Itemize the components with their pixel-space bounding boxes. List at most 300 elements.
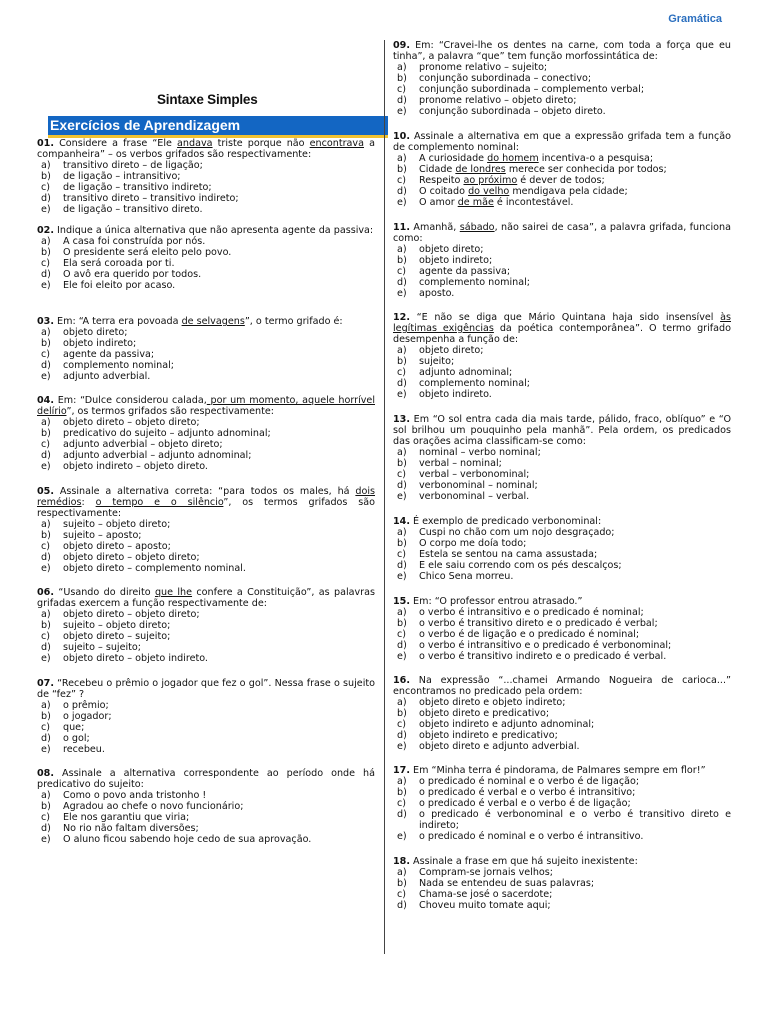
options-list [393, 776, 731, 842]
option-letter: d) [41, 733, 51, 744]
option-letter: b) [41, 171, 51, 182]
option-b [393, 708, 731, 719]
option-e [37, 563, 375, 574]
option-b [37, 171, 375, 182]
option-text: pronome relativo – sujeito; [419, 62, 548, 73]
option-text: o predicado é nominal e o verbo é intransitivo. [419, 831, 644, 842]
option-text: aposto. [419, 288, 455, 299]
option-e [393, 197, 731, 208]
option-d [37, 733, 375, 744]
option-text: o verbo é de ligação e o predicado é nominal; [419, 629, 640, 640]
option-letter: d) [397, 730, 407, 741]
option-letter: d) [41, 360, 51, 371]
option-text: O coitado do velho mendigava pela cidade; [419, 186, 628, 197]
option-text: objeto direto – objeto direto; [63, 609, 200, 620]
option-text: A casa foi construída por nós. [63, 236, 206, 247]
option-text: complemento nominal; [419, 277, 530, 288]
option-text: verbal – nominal; [419, 458, 502, 469]
subject-tag: Gramática [668, 13, 722, 25]
options-list [37, 236, 375, 291]
option-letter: a) [41, 160, 51, 171]
option-letter: d) [41, 552, 51, 563]
question-stem: 02. Indique a única alternativa que não apresenta agente da passiva: [37, 225, 374, 236]
question-04 [37, 395, 375, 472]
option-letter: d) [397, 480, 407, 491]
section-header: Exercícios de Aprendizagem [48, 116, 388, 138]
option-d [393, 560, 731, 571]
option-e [393, 491, 731, 502]
option-letter: c) [397, 469, 407, 480]
option-letter: d) [397, 277, 407, 288]
options-list [37, 609, 375, 664]
option-text: objeto direto; [419, 345, 484, 356]
option-text: adjunto adverbial – adjunto adnominal; [63, 450, 252, 461]
option-text: objeto indireto. [419, 389, 492, 400]
option-text: o predicado é verbonominal e o verbo é transitivo direto e indireto; [419, 809, 731, 831]
option-letter: a) [397, 244, 407, 255]
option-text: de ligação – intransitivo; [63, 171, 181, 182]
option-letter: b) [41, 801, 51, 812]
option-letter: a) [41, 609, 51, 620]
option-text: o predicado é verbal e o verbo é de ligação; [419, 798, 631, 809]
question-02 [37, 225, 375, 291]
option-letter: a) [41, 236, 51, 247]
question-number: 10. [393, 131, 410, 142]
option-c [393, 889, 731, 900]
option-c [393, 266, 731, 277]
option-text: objeto direto; [63, 327, 128, 338]
options-list [37, 790, 375, 845]
option-text: Ele nos garantiu que viria; [63, 812, 190, 823]
option-b [37, 338, 375, 349]
option-text: o jogador; [63, 711, 112, 722]
option-letter: a) [397, 776, 407, 787]
question-number: 05. [37, 486, 54, 497]
option-letter: b) [41, 620, 51, 631]
option-text: transitivo direto – de ligação; [63, 160, 203, 171]
option-text: recebeu. [63, 744, 105, 755]
option-a [37, 790, 375, 801]
options-list [393, 447, 731, 502]
options-list [393, 153, 731, 208]
question-stem: 18. Assinale a frase em que há sujeito inexistente: [393, 856, 638, 867]
option-letter: d) [397, 900, 407, 911]
question-number: 01. [37, 138, 54, 149]
option-c [37, 722, 375, 733]
option-e [37, 744, 375, 755]
option-e [393, 651, 731, 662]
question-number: 11. [393, 222, 410, 233]
option-d [393, 186, 731, 197]
option-text: E ele saiu correndo com os pés descalços; [419, 560, 622, 571]
option-text: Estela se sentou na cama assustada; [419, 549, 598, 560]
option-text: O corpo me doía todo; [419, 538, 527, 549]
question-16 [393, 675, 731, 752]
question-stem: 05. Assinale a alternativa correta: “para todos os males, há dois remédios: o tempo e o silêncio”, os termos grifados são respectivamente: [37, 486, 376, 519]
option-c [37, 631, 375, 642]
option-text: Nada se entendeu de suas palavras; [419, 878, 595, 889]
option-letter: a) [397, 867, 407, 878]
options-list [37, 327, 375, 382]
question-stem: 03. Em: “A terra era povoada de selvagens”, o termo grifado é: [37, 316, 343, 327]
option-c [37, 182, 375, 193]
option-letter: a) [397, 607, 407, 618]
option-d [393, 730, 731, 741]
option-letter: c) [397, 367, 407, 378]
option-letter: a) [397, 62, 407, 73]
option-letter: a) [397, 153, 407, 164]
option-a [393, 697, 731, 708]
option-letter: c) [41, 349, 51, 360]
option-text: nominal – verbo nominal; [419, 447, 541, 458]
page-title: Sintaxe Simples [157, 92, 258, 107]
option-text: Ele foi eleito por acaso. [63, 280, 176, 291]
option-letter: c) [397, 175, 407, 186]
option-b [393, 878, 731, 889]
option-b [393, 73, 731, 84]
question-09 [393, 40, 731, 117]
option-text: verbal – verbonominal; [419, 469, 530, 480]
option-text: agente da passiva; [419, 266, 511, 277]
option-letter: d) [41, 450, 51, 461]
options-list [393, 345, 731, 400]
option-a [393, 607, 731, 618]
option-letter: b) [397, 73, 407, 84]
option-text: objeto direto – sujeito; [63, 631, 171, 642]
option-c [37, 812, 375, 823]
option-text: Choveu muito tomate aqui; [419, 900, 551, 911]
option-text: objeto direto – objeto direto; [63, 417, 200, 428]
option-text: verbonominal – verbal. [419, 491, 530, 502]
option-letter: d) [397, 186, 407, 197]
option-e [393, 741, 731, 752]
option-e [37, 371, 375, 382]
question-14 [393, 516, 731, 582]
option-letter: e) [397, 741, 407, 752]
option-b [37, 530, 375, 541]
question-03 [37, 316, 375, 382]
option-d [393, 277, 731, 288]
option-text: o verbo é intransitivo e o predicado é verbonominal; [419, 640, 672, 651]
option-d [37, 823, 375, 834]
question-number: 14. [393, 516, 410, 527]
question-stem: 06. “Usando do direito que lhe confere a Constituição”, as palavras grifadas exercem a função respectivamente de: [37, 587, 375, 609]
question-number: 18. [393, 856, 410, 867]
question-stem: 15. Em: “O professor entrou atrasado.” [393, 596, 583, 607]
question-number: 13. [393, 414, 410, 425]
option-text: agente da passiva; [63, 349, 155, 360]
option-letter: b) [41, 530, 51, 541]
option-e [393, 288, 731, 299]
option-c [37, 349, 375, 360]
option-text: conjunção subordinada – complemento verbal; [419, 84, 645, 95]
option-e [393, 571, 731, 582]
option-e [393, 831, 731, 842]
option-a [37, 236, 375, 247]
option-text: O avô era querido por todos. [63, 269, 202, 280]
option-b [393, 787, 731, 798]
question-stem: 16. Na expressão “...chamei Armando Nogueira de carioca...” encontramos no predicado pela ordem: [393, 675, 731, 697]
options-list [393, 697, 731, 752]
question-number: 08. [37, 768, 54, 779]
option-letter: c) [41, 182, 51, 193]
option-d [393, 378, 731, 389]
option-d [37, 450, 375, 461]
option-text: objeto indireto; [63, 338, 137, 349]
option-text: Chama-se josé o sacerdote; [419, 889, 553, 900]
option-c [37, 541, 375, 552]
option-letter: b) [397, 618, 407, 629]
option-c [393, 175, 731, 186]
option-letter: d) [41, 193, 51, 204]
option-letter: e) [41, 744, 51, 755]
option-a [393, 345, 731, 356]
question-number: 06. [37, 587, 54, 598]
option-text: Chico Sena morreu. [419, 571, 514, 582]
option-letter: d) [397, 378, 407, 389]
option-text: o gol; [63, 733, 90, 744]
option-letter: d) [41, 642, 51, 653]
option-text: objeto direto – objeto direto; [63, 552, 200, 563]
option-text: sujeito – objeto direto; [63, 620, 171, 631]
option-c [37, 258, 375, 269]
option-letter: e) [41, 461, 51, 472]
option-letter: b) [397, 356, 407, 367]
option-text: sujeito; [419, 356, 455, 367]
question-06 [37, 587, 375, 664]
options-list [393, 244, 731, 299]
option-letter: b) [41, 428, 51, 439]
option-d [393, 95, 731, 106]
option-text: verbonominal – nominal; [419, 480, 538, 491]
question-number: 12. [393, 312, 410, 323]
question-15 [393, 596, 731, 662]
option-letter: e) [397, 651, 407, 662]
option-text: objeto indireto e predicativo; [419, 730, 558, 741]
option-a [37, 417, 375, 428]
option-b [393, 458, 731, 469]
option-text: No rio não faltam diversões; [63, 823, 199, 834]
option-text: o verbo é transitivo direto e o predicado é verbal; [419, 618, 658, 629]
question-10 [393, 131, 731, 208]
option-text: complemento nominal; [63, 360, 174, 371]
question-stem: 13. Em “O sol entra cada dia mais tarde, pálido, fraco, oblíquo” e “O sol brilhou um pouquinho pela manhã”. Pela ordem, os predicados das orações acima classificam-se como: [393, 414, 731, 447]
option-b [37, 620, 375, 631]
option-b [37, 801, 375, 812]
option-a [37, 519, 375, 530]
option-text: conjunção subordinada – objeto direto. [419, 106, 606, 117]
options-list [37, 417, 375, 472]
option-text: adjunto adverbial – objeto direto; [63, 439, 223, 450]
option-letter: b) [397, 787, 407, 798]
option-c [393, 84, 731, 95]
option-text: objeto indireto e adjunto adnominal; [419, 719, 595, 730]
option-letter: d) [41, 823, 51, 834]
option-a [37, 327, 375, 338]
option-letter: a) [397, 345, 407, 356]
option-d [393, 480, 731, 491]
option-text: complemento nominal; [419, 378, 530, 389]
question-stem: 09. Em: “Cravei-lhe os dentes na carne, com toda a força que eu tinha”, a palavra “que” tem função morfossintática de: [393, 40, 731, 62]
option-letter: d) [397, 560, 407, 571]
option-letter: a) [41, 417, 51, 428]
option-letter: e) [397, 571, 407, 582]
question-stem: 11. Amanhã, sábado, não sairei de casa”, a palavra grifada, funciona como: [393, 222, 731, 244]
option-c [393, 798, 731, 809]
option-letter: c) [41, 439, 51, 450]
option-text: objeto direto e predicativo; [419, 708, 550, 719]
option-text: Ela será coroada por ti. [63, 258, 175, 269]
option-text: sujeito – objeto direto; [63, 519, 171, 530]
option-text: objeto direto – objeto indireto. [63, 653, 208, 664]
option-letter: b) [41, 711, 51, 722]
question-stem: 08. Assinale a alternativa correspondente ao período onde há predicativo do sujeito: [37, 768, 375, 790]
option-letter: c) [397, 798, 407, 809]
option-letter: e) [397, 197, 407, 208]
option-b [393, 618, 731, 629]
option-text: que; [63, 722, 85, 733]
option-a [37, 160, 375, 171]
option-letter: c) [41, 258, 51, 269]
option-b [393, 538, 731, 549]
option-letter: c) [397, 84, 407, 95]
question-17 [393, 765, 731, 842]
option-letter: c) [397, 719, 407, 730]
option-d [37, 642, 375, 653]
option-letter: d) [397, 95, 407, 106]
option-letter: d) [41, 269, 51, 280]
question-stem: 04. Em: “Dulce considerou calada, por um momento, aquele horrível delírio”, os termos grifados são respectivamente: [37, 395, 375, 417]
option-d [37, 360, 375, 371]
question-number: 07. [37, 678, 54, 689]
options-list [37, 519, 375, 574]
option-text: o predicado é nominal e o verbo é de ligação; [419, 776, 640, 787]
question-number: 17. [393, 765, 410, 776]
option-letter: c) [397, 549, 407, 560]
option-letter: a) [41, 327, 51, 338]
option-e [393, 106, 731, 117]
question-12 [393, 312, 731, 400]
option-text: sujeito – sujeito; [63, 642, 142, 653]
option-letter: a) [397, 527, 407, 538]
question-13 [393, 414, 731, 502]
option-letter: b) [41, 247, 51, 258]
question-18 [393, 856, 731, 911]
option-c [37, 439, 375, 450]
option-text: o predicado é verbal e o verbo é intransitivo; [419, 787, 636, 798]
option-letter: c) [41, 541, 51, 552]
option-letter: d) [397, 640, 407, 651]
question-stem: 01. Considere a frase “Ele andava triste porque não encontrava a companheira” – os verbos grifados são respectivamente: [37, 138, 375, 160]
option-text: Cidade de londres merece ser conhecida por todos; [419, 164, 667, 175]
option-letter: b) [397, 538, 407, 549]
option-b [37, 247, 375, 258]
option-letter: a) [41, 519, 51, 530]
option-letter: e) [41, 204, 51, 215]
question-number: 09. [393, 40, 410, 51]
option-text: de ligação – transitivo indireto; [63, 182, 212, 193]
option-text: A curiosidade do homem incentiva-o a pesquisa; [419, 153, 654, 164]
option-text: Agradou ao chefe o novo funcionário; [63, 801, 244, 812]
option-a [393, 527, 731, 538]
option-d [37, 193, 375, 204]
option-text: O aluno ficou sabendo hoje cedo de sua aprovação. [63, 834, 312, 845]
option-text: pronome relativo – objeto direto; [419, 95, 577, 106]
option-letter: c) [41, 722, 51, 733]
question-stem: 17. Em “Minha terra é pindorama, de Palmares sempre em flor!” [393, 765, 706, 776]
option-text: objeto direto; [419, 244, 484, 255]
option-letter: b) [41, 338, 51, 349]
option-a [393, 447, 731, 458]
option-letter: e) [41, 280, 51, 291]
option-a [37, 700, 375, 711]
question-stem: 12. “E não se diga que Mário Quintana haja sido insensível às legítimas exigências da poética contemporânea”. O termo grifado desempenha a função de: [393, 312, 731, 345]
option-letter: c) [397, 266, 407, 277]
option-text: de ligação – transitivo direto. [63, 204, 203, 215]
option-letter: e) [397, 389, 407, 400]
option-text: conjunção subordinada – conectivo; [419, 73, 592, 84]
option-b [37, 428, 375, 439]
option-c [393, 629, 731, 640]
option-text: adjunto adverbial. [63, 371, 151, 382]
option-text: o verbo é intransitivo e o predicado é nominal; [419, 607, 644, 618]
option-letter: b) [397, 878, 407, 889]
option-d [393, 640, 731, 651]
option-b [393, 164, 731, 175]
question-05 [37, 486, 375, 574]
question-number: 02. [37, 225, 54, 236]
option-e [37, 204, 375, 215]
option-letter: e) [41, 653, 51, 664]
option-letter: a) [397, 447, 407, 458]
option-text: objeto direto e adjunto adverbial. [419, 741, 580, 752]
question-01 [37, 138, 375, 215]
option-letter: c) [397, 629, 407, 640]
question-number: 15. [393, 596, 410, 607]
option-d [37, 269, 375, 280]
options-list [37, 160, 375, 215]
option-text: objeto direto – complemento nominal. [63, 563, 246, 574]
option-a [393, 244, 731, 255]
question-08 [37, 768, 375, 845]
option-e [393, 389, 731, 400]
option-letter: b) [397, 255, 407, 266]
options-list [393, 867, 731, 911]
option-text: objeto direto e objeto indireto; [419, 697, 566, 708]
question-stem: 10. Assinale a alternativa em que a expressão grifada tem a função de complemento nominal: [393, 131, 731, 153]
option-text: O amor de mãe é incontestável. [419, 197, 574, 208]
option-letter: a) [397, 697, 407, 708]
option-e [37, 653, 375, 664]
question-number: 03. [37, 316, 54, 327]
option-e [37, 461, 375, 472]
option-text: O presidente será eleito pelo povo. [63, 247, 232, 258]
option-c [393, 549, 731, 560]
option-letter: d) [397, 809, 407, 820]
question-stem: 14. É exemplo de predicado verbonominal: [393, 516, 602, 527]
option-text: Cuspi no chão com um nojo desgraçado; [419, 527, 615, 538]
option-text: Compram-se jornais velhos; [419, 867, 553, 878]
question-number: 16. [393, 675, 410, 686]
option-a [393, 867, 731, 878]
question-number: 04. [37, 395, 54, 406]
option-text: adjunto adnominal; [419, 367, 513, 378]
option-d [37, 552, 375, 563]
column-divider [384, 40, 385, 954]
option-letter: c) [41, 631, 51, 642]
option-letter: e) [397, 288, 407, 299]
option-text: Respeito ao próximo é dever de todos; [419, 175, 605, 186]
